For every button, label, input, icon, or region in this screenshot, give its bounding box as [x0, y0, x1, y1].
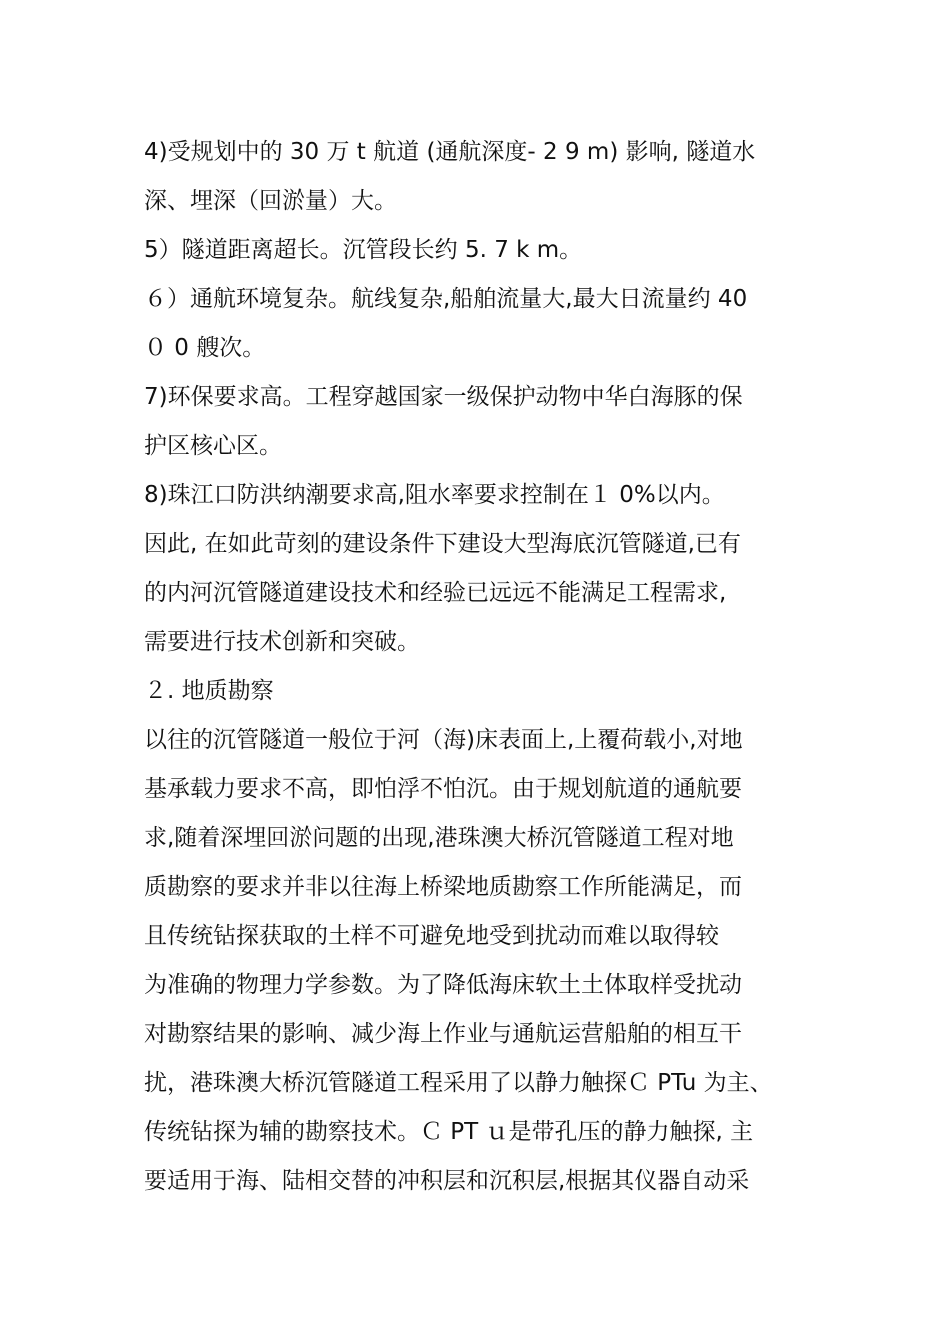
text-line: 质勘察的要求并非以往海上桥梁地质勘察工作所能满足，而	[144, 874, 742, 900]
text-line: 求,随着深埋回淤问题的出现,港珠澳大桥沉管隧道工程对地	[144, 825, 734, 851]
text-line: 4)受规划中的 30 万 t 航道 (通航深度- 2 9 m) 影响, 隧道水	[144, 139, 756, 165]
text-line: 因此, 在如此苛刻的建设条件下建设大型海底沉管隧道,已有	[144, 531, 741, 557]
text-line: ０ 0 艘次。	[144, 335, 266, 361]
text-line: 为准确的物理力学参数。为了降低海床软土土体取样受扰动	[144, 972, 742, 998]
text-line: 扰，港珠澳大桥沉管隧道工程采用了以静力触探Ｃ PTu 为主、	[144, 1070, 773, 1096]
text-line: ６）通航环境复杂。航线复杂,船舶流量大,最大日流量约 40	[144, 286, 748, 312]
text-line: 5）隧道距离超长。沉管段长约 5. 7 k m。	[144, 237, 583, 263]
text-line: 基承载力要求不高，即怕浮不怕沉。由于规划航道的通航要	[144, 776, 742, 802]
text-line: 深、埋深（回淤量）大。	[144, 188, 397, 214]
text-line: 的内河沉管隧道建设技术和经验已远远不能满足工程需求,	[144, 580, 727, 606]
text-line: 需要进行技术创新和突破。	[144, 629, 420, 655]
text-line: 护区核心区。	[144, 433, 282, 459]
text-line: 7)环保要求高。工程穿越国家一级保护动物中华白海豚的保	[144, 384, 743, 410]
text-line: 要适用于海、陆相交替的冲积层和沉积层,根据其仪器自动采	[144, 1168, 750, 1194]
text-line: 8)珠江口防洪纳潮要求高,阻水率要求控制在１ 0%以内。	[144, 482, 725, 508]
text-line: 以往的沉管隧道一般位于河（海)床表面上,上覆荷载小,对地	[144, 727, 743, 753]
text-line: 对勘察结果的影响、减少海上作业与通航运营船舶的相互干	[144, 1021, 742, 1047]
text-line: 传统钻探为辅的勘察技术。Ｃ PT ｕ是带孔压的静力触探, 主	[144, 1119, 754, 1145]
text-line: 且传统钻探获取的土样不可避免地受到扰动而难以取得较	[144, 923, 719, 949]
section-heading: ２. 地质勘察	[144, 678, 274, 704]
